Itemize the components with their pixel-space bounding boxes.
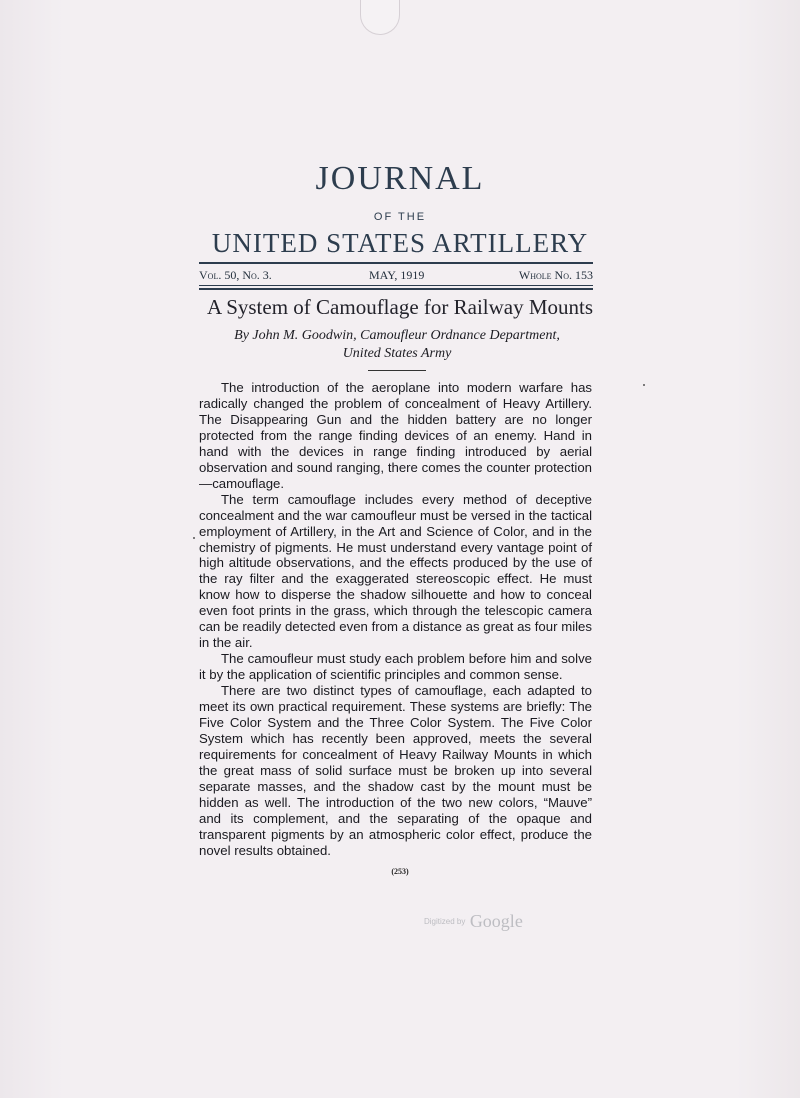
page-number: (253) — [391, 867, 409, 876]
article-title: A System of Camouflage for Railway Mounts — [206, 295, 594, 319]
dust-speck — [643, 384, 645, 386]
dust-speck — [193, 537, 195, 539]
watermark-brand: Google — [469, 911, 523, 931]
masthead-rule-bottom-1 — [199, 285, 593, 286]
issue-volume: Vol. 50, No. 3. — [199, 268, 272, 282]
masthead-rule-top — [199, 262, 593, 264]
paragraph: There are two distinct types of camouflage, each adapted to meet its own practical requirement. These systems are briefly: The Five Color System and the Three Color System. The Five Color System which has recently been approved, meets the several requirements for concealment of Heavy Railway Mounts in which the great mass of solid surface must be broken up into several separate masses, and the shadow cast by the mount must be hidden as well. The introduction of the two new colors, “Mauve” and its complement, and the separating of the opaque and transparent pigments by an atmospheric color effect, produce the novel results obtained. — [199, 683, 592, 858]
byline — [200, 327, 594, 363]
journal-of-the: OF THE — [373, 211, 427, 223]
article-body — [199, 380, 592, 859]
journal-title: JOURNAL — [315, 160, 485, 197]
byline-line-2: United States Army — [342, 346, 452, 361]
watermark-prefix: Digitized by — [424, 917, 466, 926]
digitized-watermark — [424, 911, 523, 932]
paragraph: The camoufleur must study each problem before him and solve it by the application of scientific principles and common sense. — [199, 651, 592, 683]
byline-line-1: By John M. Goodwin, Camoufleur Ordnance Department, — [234, 328, 560, 343]
paragraph: The term camouflage includes every method of deceptive concealment and the war camoufleur must be versed in the tactical employment of Artillery, in the Art and Science of Color, and in the chemistry of pigments. He must understand every vantage point of high altitude observations, and the effects produced by the use of the ray filter and the exaggerated stereoscopic effect. He must know how to disperse the shadow silhouette and how to conceal even foot prints in the grass, which through the telescopic camera can be readily detected even from a distance as great as four miles in the air. — [199, 491, 592, 651]
issue-whole-number: Whole No. 153 — [518, 268, 593, 282]
byline-rule — [368, 370, 426, 371]
issue-date: MAY, 1919 — [369, 268, 425, 282]
paragraph: The introduction of the aeroplane into modern warfare has radically changed the problem of concealment of Heavy Artillery. The Disappearing Gun and the hidden battery are no longer protected from the range finding devices of an enemy. Hand in hand with the devices in range finding introduced by aerial observation and sound ranging, there comes the counter protection—camouflage. — [199, 380, 592, 491]
masthead-rule-bottom-2 — [199, 288, 593, 290]
journal-subtitle: UNITED STATES ARTILLERY — [211, 228, 589, 258]
